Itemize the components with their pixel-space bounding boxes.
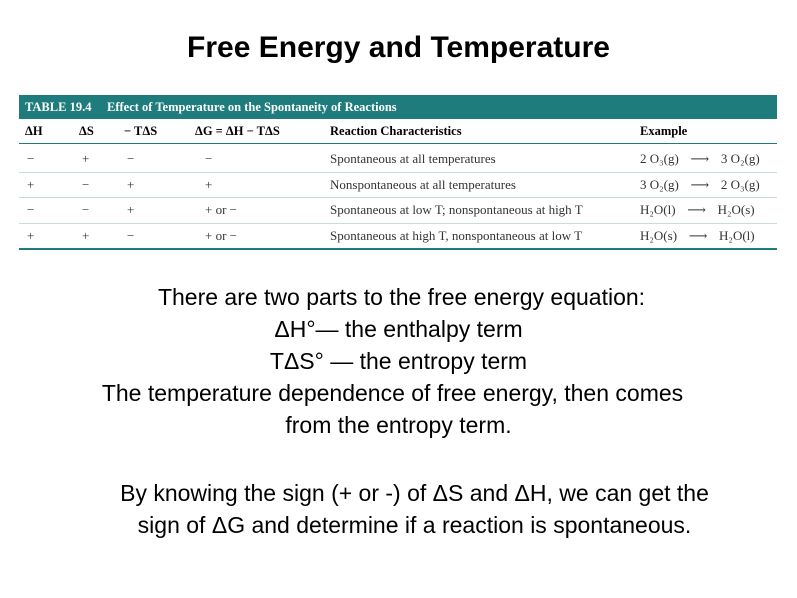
cell-example: [640, 224, 755, 249]
cell-delta-s: −: [82, 176, 90, 192]
cell-example: [640, 173, 760, 198]
table-row: [19, 147, 777, 173]
cell-delta-s: +: [82, 227, 90, 243]
example-reactant: H₂O(s): [640, 227, 678, 243]
example-product: H₂O(l): [719, 227, 755, 243]
conclusion-line: sign of ΔG and determine if a reaction is spontaneous.: [137, 512, 692, 538]
header-reaction-characteristics: Reaction Characteristics: [330, 124, 462, 138]
header-delta-g: ΔG = ΔH − TΔS: [195, 124, 280, 138]
example-reactant: 2 O₃(g): [640, 151, 679, 166]
table-number: TABLE 19.4: [25, 100, 92, 114]
conclusion-line: By knowing the sign (+ or -) of ΔS and ΔH, we can get the: [120, 480, 709, 506]
cell-characteristic: Spontaneous at low T; nonspontaneous at high T: [330, 202, 583, 217]
enthalpy-term-line: ΔH°— the enthalpy term: [274, 316, 523, 342]
cell-minus-t-delta-s: +: [127, 202, 135, 217]
example-product: 2 O₃(g): [720, 176, 760, 192]
explanation-line: There are two parts to the free energy equation:: [157, 284, 646, 310]
cell-characteristic: Spontaneous at high T, nonspontaneous at low T: [330, 227, 583, 243]
cell-example: [640, 147, 760, 172]
example-reactant: 3 O₂(g): [640, 176, 679, 192]
reaction-arrow-icon: ⟶: [690, 151, 710, 166]
cell-delta-s: +: [82, 151, 90, 166]
header-example: Example: [640, 124, 688, 138]
table-header-row: [19, 119, 777, 144]
header-delta-s: ΔS: [79, 124, 94, 138]
reaction-arrow-icon: ⟶: [687, 202, 706, 217]
cell-delta-g: + or −: [205, 202, 237, 217]
explanation-line: The temperature dependence of free energy, then comes: [101, 380, 684, 406]
cell-characteristic: Nonspontaneous at all temperatures: [330, 176, 516, 192]
header-delta-h: ΔH: [25, 124, 43, 138]
cell-minus-t-delta-s: −: [127, 227, 135, 243]
cell-minus-t-delta-s: +: [127, 176, 135, 192]
cell-delta-g: −: [205, 151, 213, 166]
cell-characteristic: Spontaneous at all temperatures: [330, 151, 496, 166]
table-caption-bar: [19, 95, 777, 119]
header-minus-t-delta-s: − TΔS: [124, 124, 158, 138]
table-row: [19, 198, 777, 224]
cell-minus-t-delta-s: −: [127, 151, 135, 166]
explanation-block: [0, 281, 797, 441]
cell-delta-h: +: [27, 227, 35, 243]
spontaneity-table: [19, 95, 777, 250]
reaction-arrow-icon: ⟶: [688, 227, 708, 243]
cell-delta-g: + or −: [205, 227, 237, 243]
cell-delta-h: +: [27, 176, 35, 192]
example-product: 3 O₂(g): [720, 151, 760, 166]
example-reactant: H₂O(l): [640, 202, 676, 217]
conclusion-block: [0, 477, 797, 541]
cell-example: [640, 198, 755, 223]
example-product: H₂O(s): [717, 202, 755, 217]
entropy-term-line: TΔS° — the entropy term: [269, 348, 528, 374]
cell-delta-h: −: [27, 202, 35, 217]
cell-delta-s: −: [82, 202, 90, 217]
cell-delta-h: −: [27, 151, 35, 166]
slide-title: Free Energy and Temperature: [187, 31, 610, 64]
table-caption: Effect of Temperature on the Spontaneity of Reactions: [107, 100, 397, 114]
table-row: [19, 224, 777, 251]
cell-delta-g: +: [205, 176, 213, 192]
reaction-arrow-icon: ⟶: [690, 176, 710, 192]
table-row: [19, 173, 777, 199]
explanation-line: from the entropy term.: [285, 412, 512, 438]
